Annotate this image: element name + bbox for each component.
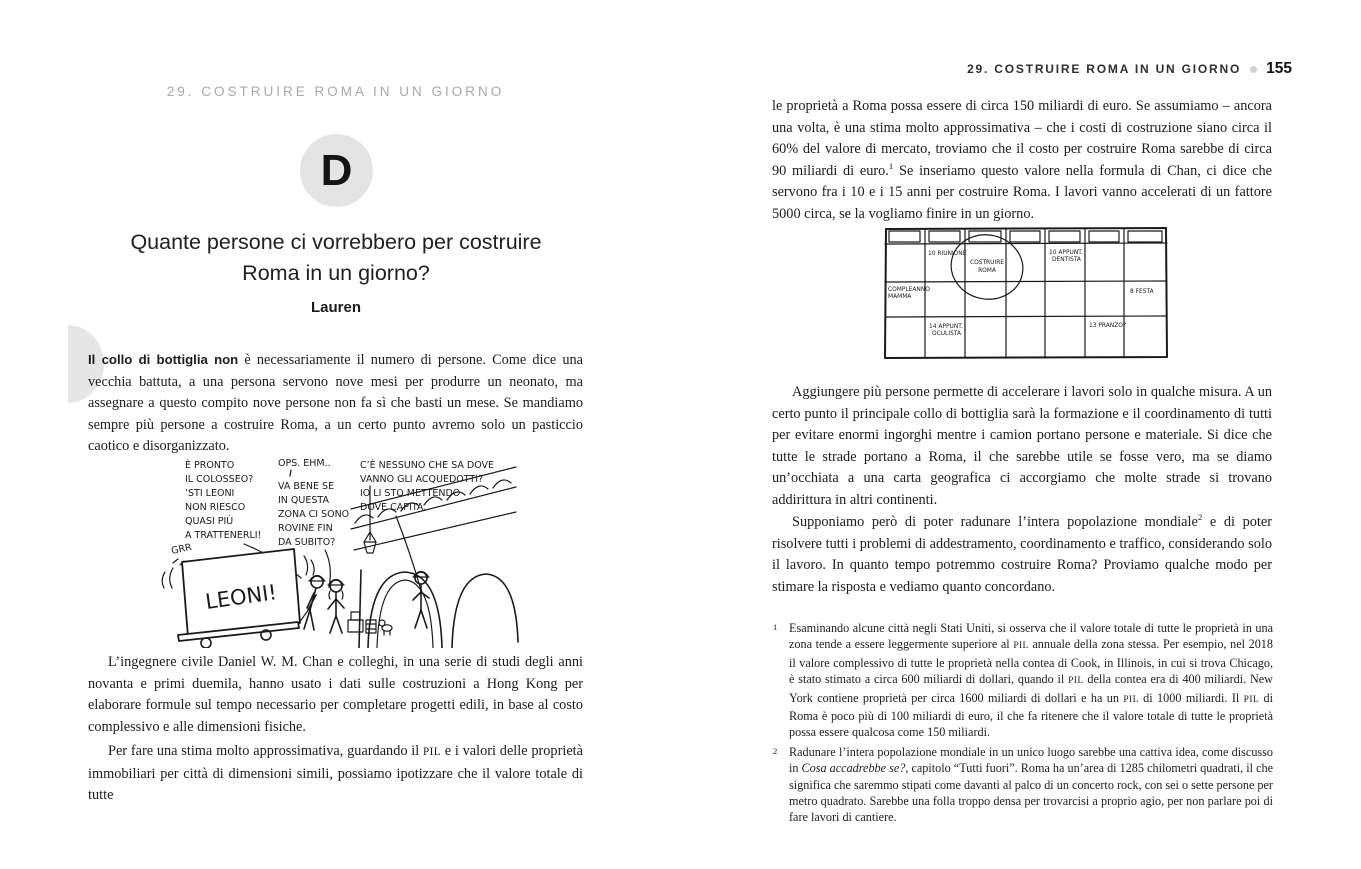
calendar-grid xyxy=(885,228,1167,358)
body-paragraph-2: L’ingegnere civile Daniel W. M. Chan e colleghi, in una serie di studi degli anni novanta e primi duemila, hanno usato i dati sulle costruzioni a Hong Kong per elaborare formule sul tempo necessario per completare progetti edili, in base al costo complessivo e alle dimensioni fisiche. xyxy=(88,654,583,735)
svg-text:10 RIUNIONE: 10 RIUNIONE xyxy=(928,251,967,257)
construction-cartoon xyxy=(158,452,520,648)
svg-text:IN QUESTA: IN QUESTA xyxy=(278,495,329,506)
footnote-2 xyxy=(772,744,1273,826)
svg-text:DOVE CAPITA.: DOVE CAPITA. xyxy=(360,502,427,513)
svg-text:GRR: GRR xyxy=(170,541,193,557)
svg-text:ROVINE FIN: ROVINE FIN xyxy=(278,523,333,534)
svg-text:IO LI STO METTENDO: IO LI STO METTENDO xyxy=(360,488,461,499)
body-paragraph-6: Supponiamo però di poter radunare l’intera popolazione mondiale$^2$ e di poter risolvere tutti i problemi di addestramento, coordinamento e traffico, considerando solo il lavoro. In quanto tempo potremmo costruire Roma? Proviamo qualche modo per stimare la risposta e vediamo quanto concordano. xyxy=(772,512,1272,595)
svg-text:ROMA: ROMA xyxy=(978,268,996,274)
svg-text:IL COLOSSEO?: IL COLOSSEO? xyxy=(185,474,254,485)
worker-pulling-figure xyxy=(304,576,325,631)
chapter-header: 29. COSTRUIRE ROMA IN UN GIORNO xyxy=(166,84,505,99)
svg-text:QUASI PIÙ: QUASI PIÙ xyxy=(185,516,234,527)
body-paragraph-5: Aggiungere più persone permette di accelerare i lavori solo in qualche misura. A un certo punto il principale collo di bottiglia sarà la formazione e il coordinamento di tutti per evitare enormi ingorghi mentre i camion portano persone e materiale. Si dice che tutte le strade portano a Roma, il che sarebbe utile se fosse vero, ma se diamo un’occhiata a una carta geografica ci accorgiamo che molte strade si trovano addirittura in altri continenti. xyxy=(772,384,1272,508)
footnotes-block xyxy=(772,620,1273,829)
body-paragraph-3: Per fare una stima molto approssimativa, guardando il PIL e i valori delle proprietà immobiliari per città di dimensioni simili, possiamo ipotizzare che il valore totale di tutte xyxy=(88,743,583,804)
page-number: 155 xyxy=(1266,60,1292,77)
asker-name: Lauren xyxy=(310,299,361,316)
question-marker-circle xyxy=(300,134,373,207)
svg-text:DA SUBITO?: DA SUBITO? xyxy=(278,537,336,548)
running-header xyxy=(772,60,1292,78)
svg-text:’STI LEONI: ’STI LEONI xyxy=(185,488,235,499)
footnote-1 xyxy=(772,620,1273,741)
svg-text:A TRATTENERLI!: A TRATTENERLI! xyxy=(185,530,262,541)
svg-text:C’È NESSUNO CHE SA DOVE: C’È NESSUNO CHE SA DOVE xyxy=(360,460,495,471)
svg-text:MAMMA: MAMMA xyxy=(888,294,912,300)
svg-text:NON RIESCO: NON RIESCO xyxy=(185,502,246,513)
supplies-and-dog xyxy=(348,612,392,635)
svg-text:È PRONTO: È PRONTO xyxy=(185,460,235,471)
worker-standing-figure xyxy=(328,580,344,634)
separator-dot-icon xyxy=(1250,66,1257,73)
footnote-1-text: Esaminando alcune città negli Stati Uniti, si osserva che il valore totale di tutte le proprietà in una zona tende a essere leggermente superiore al PIL annuale della zona stessa. Per esempio, nel 2018 il valore complessivo di tutte le proprietà nella contea di Cook, in Illinois, in cui si trova Chicago, è stato stimato a circa 600 miliardi di dollari, quando il PIL della contea era di 400 miliardi. New York contiene proprietà per circa 1600 miliardi di dollari e ha un PIL di 1000 miliardi. Il PIL di Roma è poco più di 100 miliardi di euro, il che fa ritenere che il valore totale di tutte le proprietà possa essere qualcosa come 150 miliardi. xyxy=(789,621,1273,740)
running-header-text: 29. COSTRUIRE ROMA IN UN GIORNO xyxy=(967,62,1242,76)
svg-text:ZONA CI SONO: ZONA CI SONO xyxy=(278,509,350,520)
svg-text:DENTISTA: DENTISTA xyxy=(1052,257,1081,263)
body-paragraph-1: Il collo di bottiglia non è necessariamente il numero di persone. Come dice una vecchia battuta, a una persona servono nove mesi per produrre un neonato, ma assegnare a questo compito nove persone non fa sì che basti un mese. Se mandiamo sempre più persone a costruire Roma, a un certo punto avremo solo un pasticcio caotico e disorganizzato. xyxy=(88,352,583,455)
footnote-1-number: 1 xyxy=(773,622,778,632)
worker-aqueduct-figure xyxy=(413,572,429,629)
speech-bubble-aqueducts xyxy=(360,459,494,590)
calendar-cartoon xyxy=(883,226,1169,360)
svg-text:14 APPUNT.: 14 APPUNT. xyxy=(929,324,963,330)
svg-text:10 APPUNT.: 10 APPUNT. xyxy=(1049,250,1083,256)
svg-text:VANNO GLI ACQUEDOTTI?: VANNO GLI ACQUEDOTTI? xyxy=(360,474,484,485)
footnote-2-number: 2 xyxy=(773,745,778,756)
svg-text:8 FESTA: 8 FESTA xyxy=(1130,289,1154,295)
svg-text:LEONI!: LEONI! xyxy=(203,580,279,614)
svg-text:OPS. EHM..: OPS. EHM.. xyxy=(278,458,331,469)
question-title xyxy=(60,227,612,289)
calendar-entries xyxy=(888,228,1154,337)
body-paragraph-4: le proprietà a Roma possa essere di circa 150 miliardi di euro. Se assumiamo – ancora una volta, è una stima molto approssimativa – che i costi di costruzione siano circa il 60% del valore di mercato, troviamo che il costo per costruire Roma sarebbe di circa 90 miliardi di euro.$^1$ Se inseriamo questo valore nella formula di Chan, ci dice che servono fra i 10 e i 15 anni per costruire Roma. I lavori vanno accelerati di un fattore 5000 circa, se la vogliamo finire in un giorno. xyxy=(772,98,1272,222)
svg-text:COSTRUIRE: COSTRUIRE xyxy=(969,260,1005,266)
lion-crate xyxy=(162,542,314,648)
circled-entry xyxy=(945,228,1029,306)
question-marker-letter: D xyxy=(320,145,353,195)
footnote-2-text: Radunare l’intera popolazione mondiale in un unico luogo sarebbe una cattiva idea, come discusso in Cosa accadrebbe se?, capitolo “Tutti fuori”. Roma ha un’area di 1285 chilometri quadrati, il che significa che saremmo stipati come davanti al palco di un concerto rock, con sei o sette persone per metro quadrato. Sarebbe una folla troppo densa per trovarcisi a proprio agio, per non parlare poi di fare lavori di cantiere. xyxy=(789,744,1273,825)
svg-text:COMPLEANNO: COMPLEANNO xyxy=(888,287,930,293)
question-line-2: Roma in un giorno? xyxy=(242,261,430,285)
question-line-1: Quante persone ci vorrebbero per costruire xyxy=(130,230,542,254)
svg-text:VA BENE SE: VA BENE SE xyxy=(278,481,335,492)
svg-text:OCULISTA: OCULISTA xyxy=(932,331,961,337)
svg-text:13 PRANZO?: 13 PRANZO? xyxy=(1089,323,1127,329)
